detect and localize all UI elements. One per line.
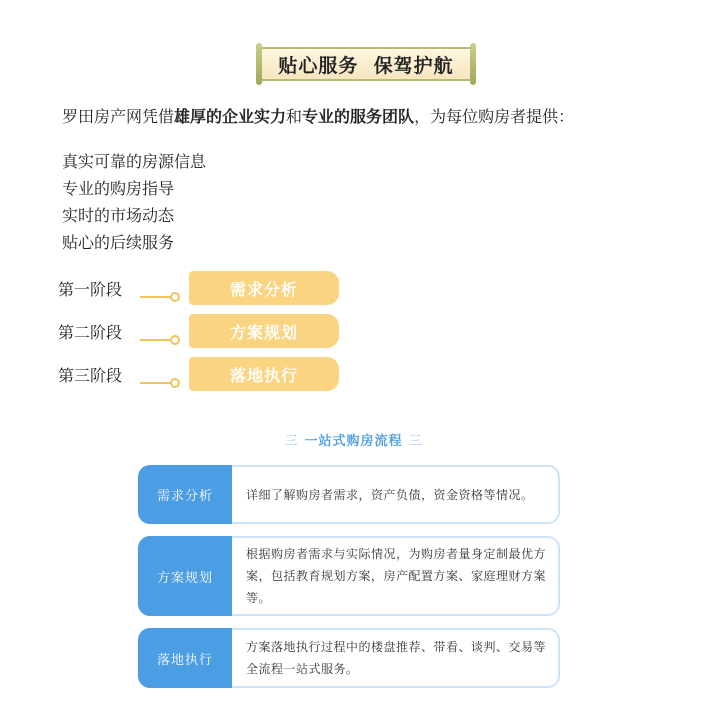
- list-item: 贴心的后续服务: [62, 233, 175, 252]
- flow-card-2: [138, 536, 560, 616]
- intro-suffix: ，为每位购房者提供：: [414, 107, 575, 126]
- stage-label: 第二阶段: [58, 323, 123, 342]
- flow-step-desc: 方案落地执行过程中的楼盘推荐、带看、谈判、交易等全流程一站式服务。: [246, 640, 547, 676]
- deco-left-icon: 三: [284, 434, 299, 449]
- flow-title: [0, 430, 707, 449]
- intro-prefix: 罗田房产网凭借: [62, 107, 175, 126]
- connector-dot: [170, 292, 180, 302]
- list-item: 真实可靠的房源信息: [62, 152, 207, 171]
- connector-dot: [170, 378, 180, 388]
- flow-card-3: [138, 628, 560, 688]
- intro-text: [62, 104, 574, 127]
- stage-pill: 需求分析: [189, 271, 339, 305]
- benefit-list: [62, 148, 206, 256]
- connector-line: [140, 382, 174, 384]
- stage-2: [58, 314, 348, 348]
- deco-right-icon: 三: [408, 434, 423, 449]
- stage-pill: 方案规划: [189, 314, 339, 348]
- flow-card-1: [138, 465, 560, 524]
- stage-label: 第三阶段: [58, 366, 123, 385]
- flow-step-name: 需求分析: [138, 465, 232, 524]
- connector-dot: [170, 335, 180, 345]
- stage-1: [58, 271, 348, 305]
- flow-step-name: 方案规划: [138, 536, 232, 616]
- stage-pill: 落地执行: [189, 357, 339, 391]
- flow-step-desc: 根据购房者需求与实际情况，为购房者量身定制最优方案，包括教育规划方案，房产配置方案、家庭理财方案等。: [246, 547, 547, 605]
- intro-mid: 和: [286, 107, 303, 126]
- title-banner: [256, 43, 476, 85]
- intro-bold-team: 专业的服务团队: [302, 107, 415, 126]
- flow-step-desc: 详细了解购房者需求，资产负债，资金资格等情况。: [246, 487, 534, 502]
- intro-bold-strength: 雄厚的企业实力: [174, 107, 287, 126]
- scroll-rod-right: [470, 43, 476, 85]
- flow-step-name: 落地执行: [138, 628, 232, 688]
- flow-title-text: 一站式购房流程: [304, 434, 403, 449]
- stage-label: 第一阶段: [58, 280, 123, 299]
- list-item: 实时的市场动态: [62, 206, 175, 225]
- list-item: 专业的购房指导: [62, 179, 175, 198]
- stage-3: [58, 357, 348, 391]
- page-title: 贴心服务 保驾护航: [262, 47, 470, 81]
- connector-line: [140, 296, 174, 298]
- connector-line: [140, 339, 174, 341]
